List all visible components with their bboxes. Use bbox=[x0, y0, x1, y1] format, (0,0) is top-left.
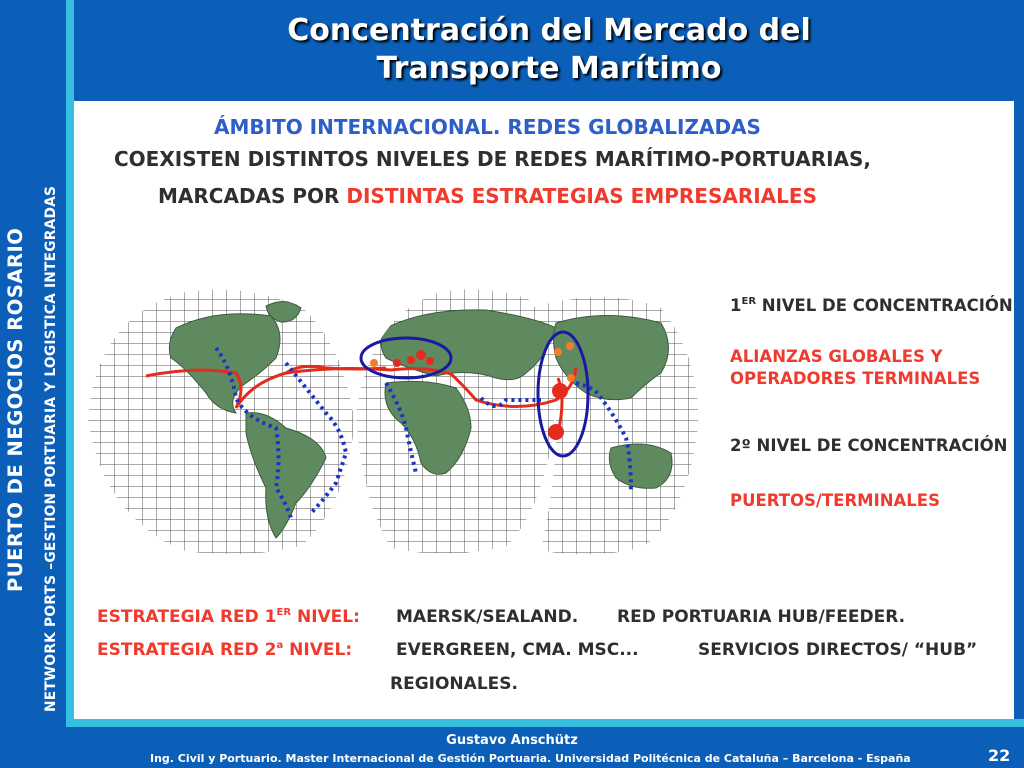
slide-title bbox=[74, 12, 1024, 88]
strategy1-network: RED PORTUARIA HUB/FEEDER. bbox=[617, 607, 906, 627]
footer-author: Gustavo Anschütz bbox=[446, 733, 578, 748]
legend-level1-sup: ER bbox=[741, 296, 757, 307]
strategy2-services-cont: REGIONALES. bbox=[390, 674, 518, 694]
strategy1-company: MAERSK/SEALAND. bbox=[396, 607, 579, 627]
strategy2-label-a: ESTRATEGIA RED 2 bbox=[97, 640, 277, 660]
sidebar-accent-stripe bbox=[66, 0, 74, 735]
heading: ÁMBITO INTERNACIONAL. REDES GLOBALIZADAS bbox=[214, 115, 761, 139]
strategy1-label bbox=[97, 607, 360, 627]
legend-level2-title: 2º NIVEL DE CONCENTRACIÓN bbox=[730, 436, 1008, 455]
footer-institution: Ing. Civil y Portuario. Master Internacional de Gestión Portuaria. Universidad Politécnica de Cataluña – Barcelona - España bbox=[150, 752, 911, 765]
map-graticule bbox=[86, 288, 706, 558]
strategy2-label bbox=[97, 640, 352, 660]
subheading-prefix: MARCADAS POR bbox=[158, 184, 347, 208]
strategy2-label-b: NIVEL: bbox=[283, 640, 353, 660]
strategy2-label-sup: a bbox=[276, 640, 284, 651]
bottom-accent-stripe bbox=[66, 719, 1024, 727]
sidebar-title: PUERTO DE NEGOCIOS ROSARIO bbox=[4, 227, 27, 592]
subheading-highlight: DISTINTAS ESTRATEGIAS EMPRESARIALES bbox=[346, 184, 817, 208]
strategy2-services: SERVICIOS DIRECTOS/ “HUB” bbox=[698, 640, 978, 660]
strategy1-label-sup: ER bbox=[276, 607, 292, 618]
strategy1-label-b: NIVEL: bbox=[291, 607, 360, 627]
subheading-line1: COEXISTEN DISTINTOS NIVELES DE REDES MARÍTIMO-PORTUARIAS, bbox=[114, 147, 872, 171]
legend-level2-desc: PUERTOS/TERMINALES bbox=[730, 491, 940, 510]
slide-title-line1: Concentración del Mercado del bbox=[287, 13, 811, 48]
page-number: 22 bbox=[988, 746, 1011, 765]
strategy2-companies: EVERGREEN, CMA. MSC... bbox=[396, 640, 639, 660]
legend-level1-desc: ALIANZAS GLOBALES Y OPERADORES TERMINALES bbox=[730, 347, 981, 388]
legend-level1-rest: NIVEL DE CONCENTRACIÓN bbox=[756, 296, 1013, 315]
world-map bbox=[86, 288, 706, 558]
strategy1-label-a: ESTRATEGIA RED 1 bbox=[97, 607, 277, 627]
legend-level1-title bbox=[730, 291, 1020, 317]
subheading-line2 bbox=[158, 184, 817, 208]
slide-title-line2: Transporte Marítimo bbox=[376, 51, 722, 86]
legend-level1-num: 1 bbox=[730, 296, 742, 315]
sidebar-subtitle: NETWORK PORTS –GESTION PORTUARIA Y LOGISTICA INTEGRADAS bbox=[43, 185, 59, 712]
